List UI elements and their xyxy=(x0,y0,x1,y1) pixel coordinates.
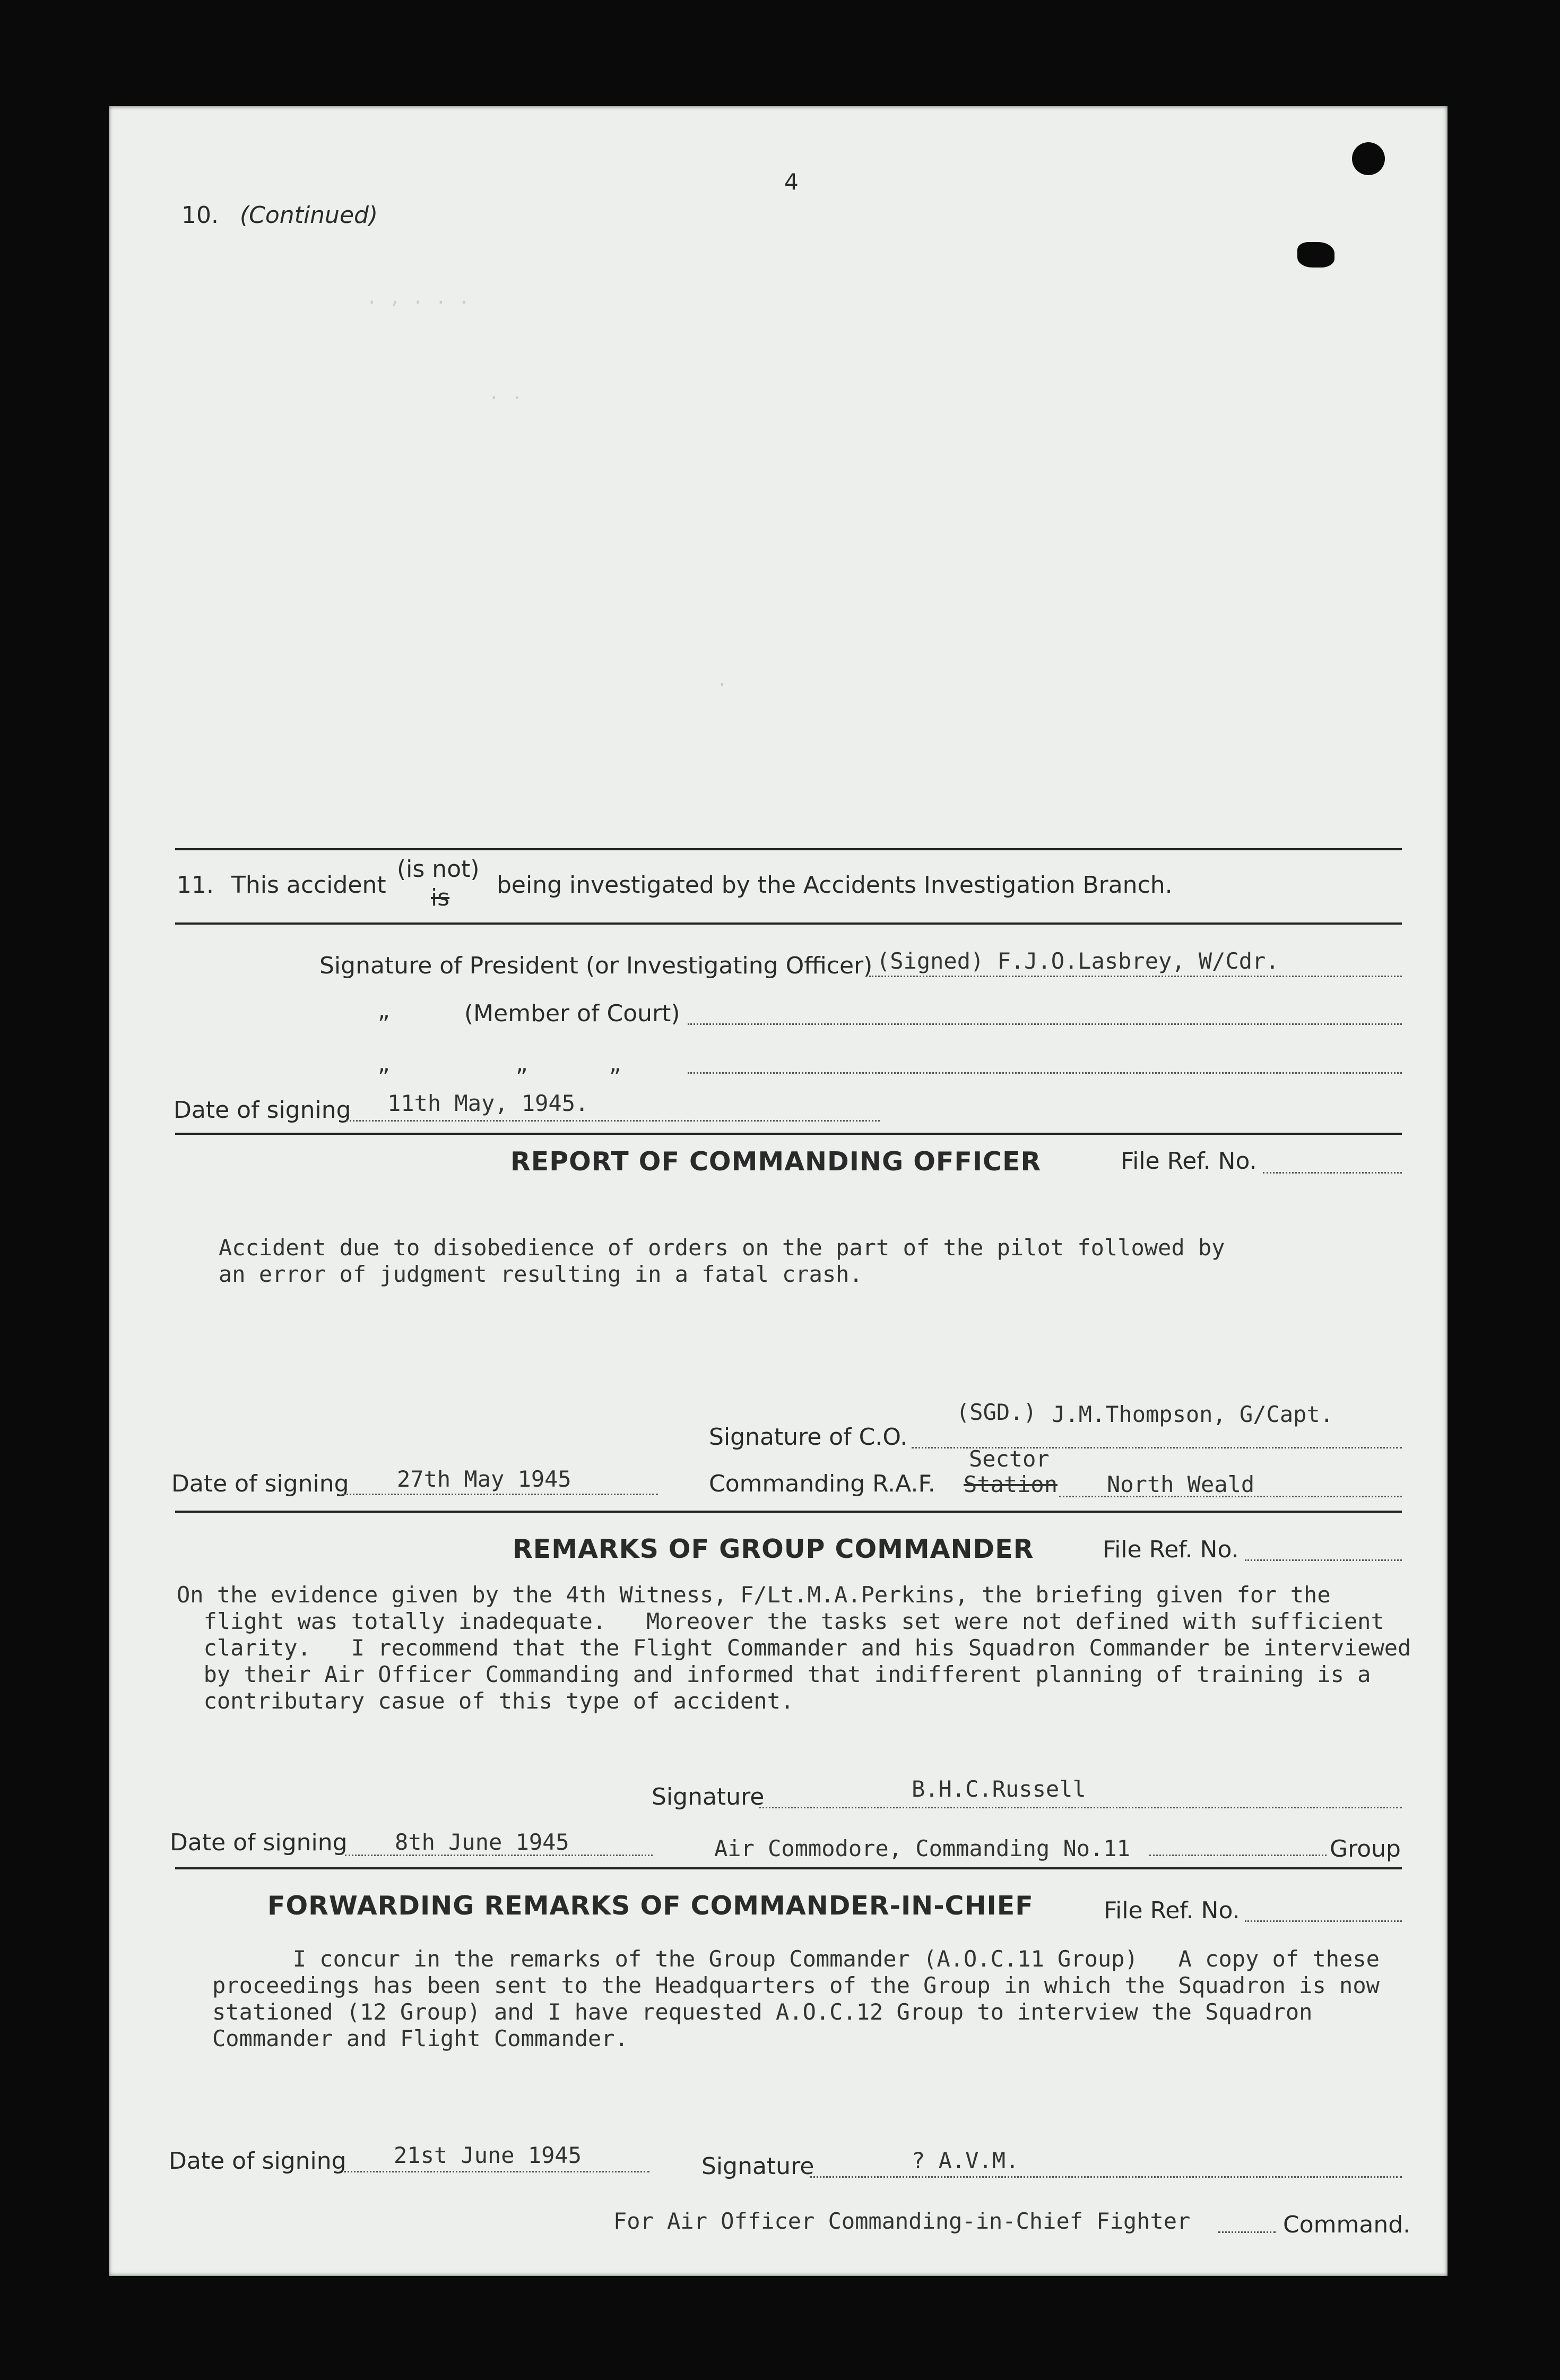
president-signature-value: (Signed) F.J.O.Lasbrey, W/Cdr. xyxy=(877,948,1279,974)
group-remarks-heading: REMARKS OF GROUP COMMANDER xyxy=(513,1534,1034,1564)
cinc-signature-value: ? A.V.M. xyxy=(912,2148,1019,2174)
ditto-mark: „ xyxy=(516,1050,528,1077)
group-date-label: Date of signing xyxy=(170,1829,348,1856)
president-signature-label: Signature of President (or Investigating Officer) xyxy=(319,952,873,979)
group-commanding-text: Air Commodore, Commanding No.11 xyxy=(714,1835,1130,1861)
rule xyxy=(175,1133,1402,1135)
date-of-signing-label: Date of signing xyxy=(174,1097,351,1124)
section-11-suffix: being investigated by the Accidents Investigation Branch. xyxy=(497,872,1173,899)
co-signed-prefix: (SGD.) xyxy=(956,1399,1037,1425)
section-11-struck-is: is xyxy=(431,884,450,911)
co-station-struck: Station xyxy=(964,1471,1058,1497)
cinc-signature-label: Signature xyxy=(701,2153,814,2180)
punch-hole xyxy=(1352,142,1385,175)
cinc-remarks-heading: FORWARDING REMARKS OF COMMANDER-IN-CHIEF xyxy=(267,1891,1034,1921)
section-10-label: (Continued) xyxy=(240,202,378,229)
co-date-value: 27th May 1945 xyxy=(397,1466,571,1492)
section-11-number: 11. xyxy=(177,872,214,899)
rule xyxy=(175,1511,1402,1513)
ditto-mark: „ xyxy=(378,1050,390,1077)
torn-mark xyxy=(1297,242,1334,268)
group-date-value: 8th June 1945 xyxy=(395,1829,569,1855)
co-signature-label: Signature of C.O. xyxy=(709,1424,908,1451)
group-file-ref: File Ref. No. xyxy=(1103,1536,1239,1563)
co-sector-above: Sector xyxy=(969,1446,1050,1472)
cinc-file-ref: File Ref. No. xyxy=(1104,1897,1240,1924)
co-station-value: North Weald xyxy=(1107,1471,1255,1497)
rule xyxy=(175,848,1402,850)
co-report-text: Accident due to disobedience of orders on the part of the pilot followed by an error of judgment resulting in a fatal crash. xyxy=(219,1235,1225,1287)
date-of-signing-value: 11th May, 1945. xyxy=(387,1090,589,1116)
co-report-heading: REPORT OF COMMANDING OFFICER xyxy=(510,1146,1042,1177)
cinc-date-value: 21st June 1945 xyxy=(394,2142,582,2168)
page-number: 4 xyxy=(784,169,799,195)
group-signature-value: B.H.C.Russell xyxy=(912,1776,1086,1802)
ditto-mark: „ xyxy=(609,1050,621,1077)
co-commanding-label: Commanding R.A.F. xyxy=(709,1470,935,1497)
section-10-number: 10. xyxy=(181,202,219,229)
co-file-ref: File Ref. No. xyxy=(1121,1148,1257,1175)
cinc-for-text: For Air Officer Commanding-in-Chief Fighter xyxy=(613,2208,1191,2234)
rule xyxy=(175,922,1402,925)
section-11-prefix: This accident xyxy=(231,872,386,899)
cinc-remarks-text: I concur in the remarks of the Group Commander (A.O.C.11 Group) A copy of these proceedings has been sent to the Headquarters of the Group in which the Squadron is now stationed (12 Group) and I have requested A.O.C.12 Group to interview the Squadron Commander and Flight Commander. xyxy=(212,1946,1380,2051)
rule xyxy=(175,1867,1402,1869)
co-signature-value: J.M.Thompson, G/Capt. xyxy=(1052,1401,1334,1427)
co-date-label: Date of signing xyxy=(171,1470,349,1497)
group-label: Group xyxy=(1330,1835,1401,1862)
member-of-court-label: (Member of Court) xyxy=(464,1000,680,1027)
cinc-command-label: Command. xyxy=(1283,2211,1411,2238)
ditto-mark: „ xyxy=(378,997,390,1024)
cinc-date-label: Date of signing xyxy=(169,2148,346,2175)
group-remarks-text: On the evidence given by the 4th Witness, F/Lt.M.A.Perkins, the briefing given for the flight was totally inadequate. Moreover the tasks set were not defined with sufficient clarity. I recommend that the Flight Commander and his Squadron Commander be interviewed by their Air Officer Commanding and informed that indifferent planning of training is a contributary casue of this type of accident. xyxy=(177,1582,1411,1714)
group-signature-label: Signature xyxy=(652,1783,765,1810)
section-11-is-not: (is not) xyxy=(397,856,480,883)
